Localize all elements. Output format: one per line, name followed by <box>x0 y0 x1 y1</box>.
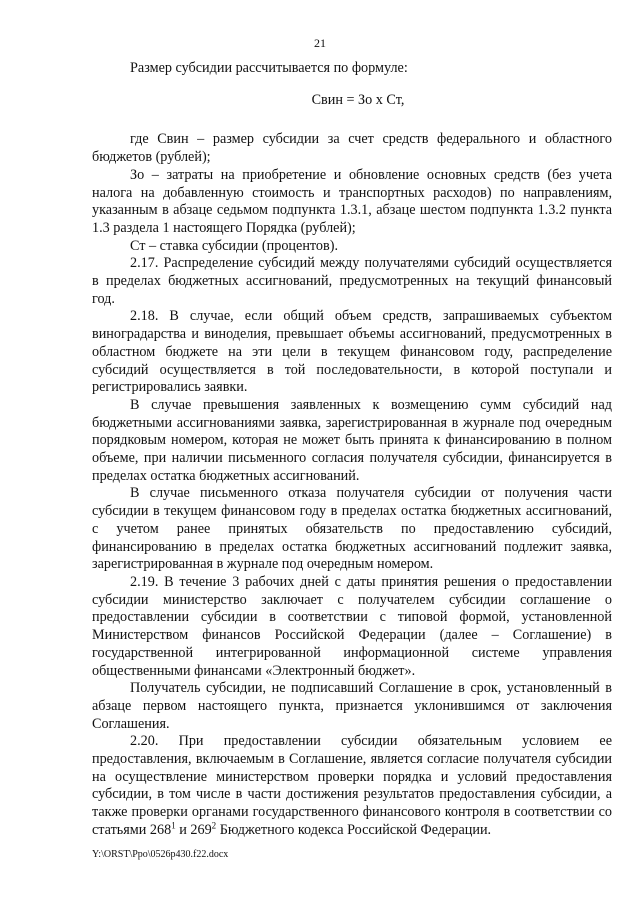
paragraph-evasion: Получатель субсидии, не подписавший Соглашение в срок, установленный в абзаце первом настоящего пункта, признается уклонившимся от заключения Соглашения. <box>92 680 612 732</box>
paragraph-formula-intro: Размер субсидии рассчитывается по формуле: <box>130 60 408 76</box>
paragraph-where-svin: где Свин – размер субсидии за счет средств федерального и областного бюджетов (рублей); <box>92 131 612 166</box>
paragraph-2-17: 2.17. Распределение субсидий между получателями субсидий осуществляется в пределах бюджетных ассигнований, предусмотренных на текущий финансовый год. <box>92 255 612 307</box>
paragraph-2-20 <box>92 733 612 839</box>
document-body <box>92 60 612 840</box>
paragraph-st: Ст – ставка субсидии (процентов). <box>130 237 338 254</box>
superscript-2: 2 <box>211 820 217 831</box>
paragraph-excess-case: В случае превышения заявленных к возмещению сумм субсидий над бюджетными ассигнованиями заявка, зарегистрированная в журнале под очередным порядковым номером, которая не может быть принята к финансированию в полном объеме, при наличии письменного согласия получателя субсидии, финансируется в пределах остатка бюджетных ассигнований. <box>92 396 612 484</box>
paragraph-2-20-text-mid: и 269 <box>175 821 212 838</box>
file-path-footer: Y:\ORST\Ppo\0526p430.f22.docx <box>92 849 229 860</box>
paragraph-2-20-text-end: Бюджетного кодекса Российской Федерации. <box>216 821 492 838</box>
paragraph-2-19: 2.19. В течение 3 рабочих дней с даты принятия решения о предоставлении субсидии министерство заключает с получателем субсидии соглашение о предоставлении субсидии в соответствии с типовой формой, установленной Министерством финансов Российской Федерации (далее – Соглашение) в государственной интегрированной информационной системе управления общественными финансами «Электронный бюджет». <box>92 573 612 679</box>
paragraph-2-18: 2.18. В случае, если общий объем средств, запрашиваемых субъектом виноградарства и виноделия, превышает объемы ассигнований, предусмотренных в областном бюджете на эти цели в текущем финансовом году, распределение субсидий осуществляется в той последовательности, в которой поступали и регистрировались заявки. <box>92 308 612 396</box>
paragraph-2-20-text: 2.20. При предоставлении субсидии обязательным условием ее предоставления, включаемым в Соглашение, является согласие получателя субсидии на осуществление министерством проверки порядка и условий предоставления субсидии, в том числе в части достижения результатов предоставления субсидии, а также проверки органами государственного финансового контроля в соответствии со статьями 268 <box>92 733 612 838</box>
superscript-1: 1 <box>171 820 176 831</box>
paragraph-refusal-case: В случае письменного отказа получателя субсидии от получения части субсидии в текущем финансовом году в пределах остатка бюджетных ассигнований, с учетом ранее принятых обязательств по предоставлению субсидий, финансированию в пределах остатка бюджетных ассигнований подлежит заявка, зарегистрированная в журнале под очередным номером. <box>92 485 612 573</box>
formula: Свин = Зо х Ст, <box>311 91 405 108</box>
paragraph-zo: Зо – затраты на приобретение и обновление основных средств (без учета налога на добавленную стоимость и транспортных расходов) по направлениям, указанным в абзаце седьмом подпункта 1.3.1, абзаце шестом подпункта 1.3.2 пункта 1.3 раздела 1 настоящего Порядка (рублей); <box>92 166 612 236</box>
page-number: 21 <box>314 36 326 50</box>
